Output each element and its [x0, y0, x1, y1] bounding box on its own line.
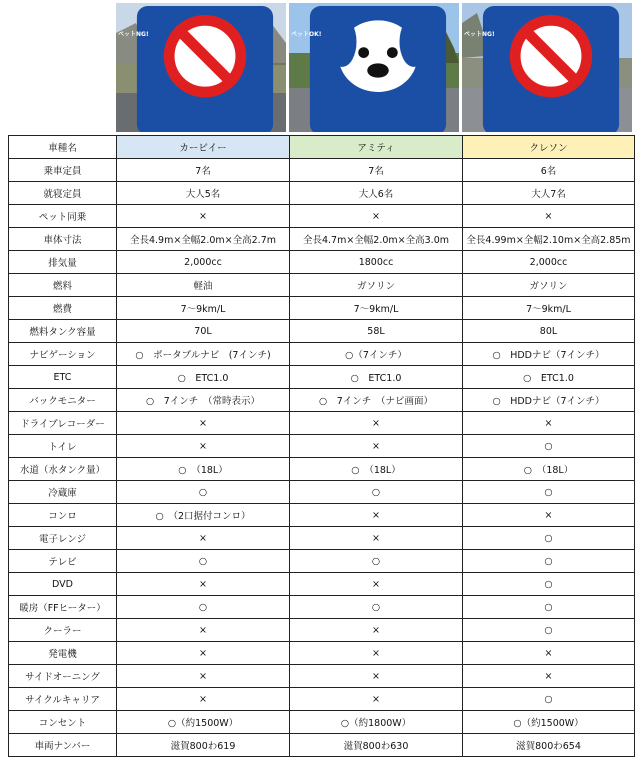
- table-cell: ×: [117, 619, 290, 642]
- table-row: [9, 550, 635, 573]
- row-label: ペット同乗: [9, 205, 117, 228]
- table-cell: ガソリン: [463, 274, 635, 297]
- table-row: [9, 343, 635, 366]
- table-row: [9, 573, 635, 596]
- table-cell: ○ HDDナビ（7インチ）: [463, 343, 635, 366]
- table-cell: ○: [463, 596, 635, 619]
- table-row: [9, 504, 635, 527]
- table-cell: ○: [463, 435, 635, 458]
- table-cell: ○: [117, 481, 290, 504]
- pets-ok-badge-text: ペットOK!: [291, 31, 322, 38]
- table-cell: 全長4.7m×全幅2.0m×全高3.0m: [290, 228, 463, 251]
- table-row: [9, 297, 635, 320]
- table-cell: 7〜9km/L: [117, 297, 290, 320]
- table-cell: ○ 7インチ （常時表示）: [117, 389, 290, 412]
- table-cell: ×: [117, 688, 290, 711]
- table-cell: 大人6名: [290, 182, 463, 205]
- table-cell: 軽油: [117, 274, 290, 297]
- table-cell: ×: [117, 573, 290, 596]
- table-cell: ○ （18L）: [117, 458, 290, 481]
- row-label: 燃料タンク容量: [9, 320, 117, 343]
- table-cell: ×: [290, 435, 463, 458]
- table-cell: ○ （18L）: [290, 458, 463, 481]
- table-cell: ×: [463, 412, 635, 435]
- vehicle-photos: [0, 0, 640, 135]
- table-cell: 滋賀800わ619: [117, 734, 290, 757]
- header-label: 車種名: [9, 136, 117, 159]
- table-row: [9, 596, 635, 619]
- table-cell: 2,000cc: [117, 251, 290, 274]
- row-label: コンロ: [9, 504, 117, 527]
- table-cell: 大人5名: [117, 182, 290, 205]
- table-cell: ×: [290, 412, 463, 435]
- table-cell: 58L: [290, 320, 463, 343]
- table-cell: ×: [463, 665, 635, 688]
- table-cell: ○ ETC1.0: [463, 366, 635, 389]
- pets-ok-icon: [293, 6, 459, 132]
- table-cell: 80L: [463, 320, 635, 343]
- table-cell: ×: [117, 665, 290, 688]
- table-row: [9, 412, 635, 435]
- row-label: 電子レンジ: [9, 527, 117, 550]
- row-label: 燃費: [9, 297, 117, 320]
- table-row: [9, 527, 635, 550]
- table-cell: 70L: [117, 320, 290, 343]
- table-cell: ガソリン: [290, 274, 463, 297]
- table-cell: ×: [117, 412, 290, 435]
- table-cell: ○: [463, 481, 635, 504]
- row-label: 水道（水タンク量）: [9, 458, 117, 481]
- table-cell: ○: [290, 481, 463, 504]
- row-label: ドライブレコーダー: [9, 412, 117, 435]
- table-cell: 滋賀800わ654: [463, 734, 635, 757]
- table-cell: ○（約1800W）: [290, 711, 463, 734]
- no-pets-icon: [466, 6, 632, 132]
- vehicle-photo-carby: [116, 3, 286, 132]
- table-cell: ×: [290, 205, 463, 228]
- table-cell: ×: [117, 527, 290, 550]
- row-label: 暖房（FFヒーター）: [9, 596, 117, 619]
- row-label: ETC: [9, 366, 117, 389]
- row-label: DVD: [9, 573, 117, 596]
- table-cell: ×: [117, 205, 290, 228]
- table-cell: 6名: [463, 159, 635, 182]
- header-model-cresson: クレソン: [463, 136, 635, 159]
- table-row: [9, 274, 635, 297]
- table-row: [9, 228, 635, 251]
- table-cell: ○: [463, 688, 635, 711]
- table-cell: 大人7名: [463, 182, 635, 205]
- table-cell: 7名: [117, 159, 290, 182]
- row-label: 排気量: [9, 251, 117, 274]
- row-label: クーラー: [9, 619, 117, 642]
- row-label: 車両ナンバー: [9, 734, 117, 757]
- table-cell: ○: [290, 550, 463, 573]
- table-cell: ○ HDDナビ（7インチ）: [463, 389, 635, 412]
- table-row: [9, 320, 635, 343]
- table-cell: 2,000cc: [463, 251, 635, 274]
- table-row: [9, 665, 635, 688]
- table-cell: 全長4.9m×全幅2.0m×全高2.7m: [117, 228, 290, 251]
- table-cell: ○ ETC1.0: [117, 366, 290, 389]
- row-label: テレビ: [9, 550, 117, 573]
- header-model-amity: アミティ: [290, 136, 463, 159]
- row-label: ナビゲーション: [9, 343, 117, 366]
- table-row: [9, 435, 635, 458]
- table-cell: ○ ポータブルナビ (7インチ): [117, 343, 290, 366]
- table-cell: ○ 7インチ （ナビ画面）: [290, 389, 463, 412]
- row-label: サイドオーニング: [9, 665, 117, 688]
- row-label: トイレ: [9, 435, 117, 458]
- row-label: 冷蔵庫: [9, 481, 117, 504]
- row-label: 燃料: [9, 274, 117, 297]
- table-cell: ×: [463, 642, 635, 665]
- table-cell: ○: [290, 596, 463, 619]
- table-cell: ×: [290, 688, 463, 711]
- no-pets-badge-text: ペットNG!: [464, 31, 495, 38]
- table-cell: ×: [290, 504, 463, 527]
- row-label: 就寝定員: [9, 182, 117, 205]
- row-label: コンセント: [9, 711, 117, 734]
- table-row: [9, 366, 635, 389]
- no-pets-icon: [120, 6, 286, 132]
- table-cell: ○: [463, 527, 635, 550]
- table-row: [9, 734, 635, 757]
- table-cell: ○（約1500W）: [117, 711, 290, 734]
- table-cell: 滋賀800わ630: [290, 734, 463, 757]
- row-label: 車体寸法: [9, 228, 117, 251]
- table-cell: ○: [463, 619, 635, 642]
- row-label: 乗車定員: [9, 159, 117, 182]
- row-label: 発電機: [9, 642, 117, 665]
- table-cell: ×: [290, 573, 463, 596]
- table-cell: 1800cc: [290, 251, 463, 274]
- table-cell: ×: [290, 642, 463, 665]
- table-cell: 7〜9km/L: [290, 297, 463, 320]
- header-model-carby: カービイー: [117, 136, 290, 159]
- table-cell: ○ ETC1.0: [290, 366, 463, 389]
- row-label: サイクルキャリア: [9, 688, 117, 711]
- table-body: [9, 159, 635, 757]
- table-row: [9, 159, 635, 182]
- table-cell: ×: [463, 504, 635, 527]
- table-cell: ○ （18L）: [463, 458, 635, 481]
- table-row: [9, 619, 635, 642]
- vehicle-photo-cresson: [462, 3, 632, 132]
- table-cell: ○（7インチ）: [290, 343, 463, 366]
- table-cell: ○: [463, 573, 635, 596]
- table-cell: ×: [117, 435, 290, 458]
- table-cell: ×: [463, 205, 635, 228]
- table-cell: ○ （2口据付コンロ）: [117, 504, 290, 527]
- table-row: [9, 481, 635, 504]
- table-row: [9, 642, 635, 665]
- table-cell: ○: [117, 550, 290, 573]
- table-row: [9, 389, 635, 412]
- no-pets-badge-text: ペットNG!: [118, 31, 149, 38]
- table-cell: 全長4.99m×全幅2.10m×全高2.85m: [463, 228, 635, 251]
- table-cell: 7名: [290, 159, 463, 182]
- table-cell: ×: [290, 619, 463, 642]
- table-cell: ×: [290, 665, 463, 688]
- spec-comparison-table: [8, 135, 635, 757]
- table-cell: ○: [117, 596, 290, 619]
- table-row: [9, 205, 635, 228]
- table-row: [9, 458, 635, 481]
- table-cell: ○（約1500W）: [463, 711, 635, 734]
- table-cell: ×: [117, 642, 290, 665]
- table-cell: ×: [290, 527, 463, 550]
- row-label: バックモニター: [9, 389, 117, 412]
- table-header-row: [9, 136, 635, 159]
- table-cell: 7〜9km/L: [463, 297, 635, 320]
- table-cell: ○: [463, 550, 635, 573]
- table-row: [9, 688, 635, 711]
- table-row: [9, 182, 635, 205]
- vehicle-photo-amity: [289, 3, 459, 132]
- table-row: [9, 251, 635, 274]
- table-row: [9, 711, 635, 734]
